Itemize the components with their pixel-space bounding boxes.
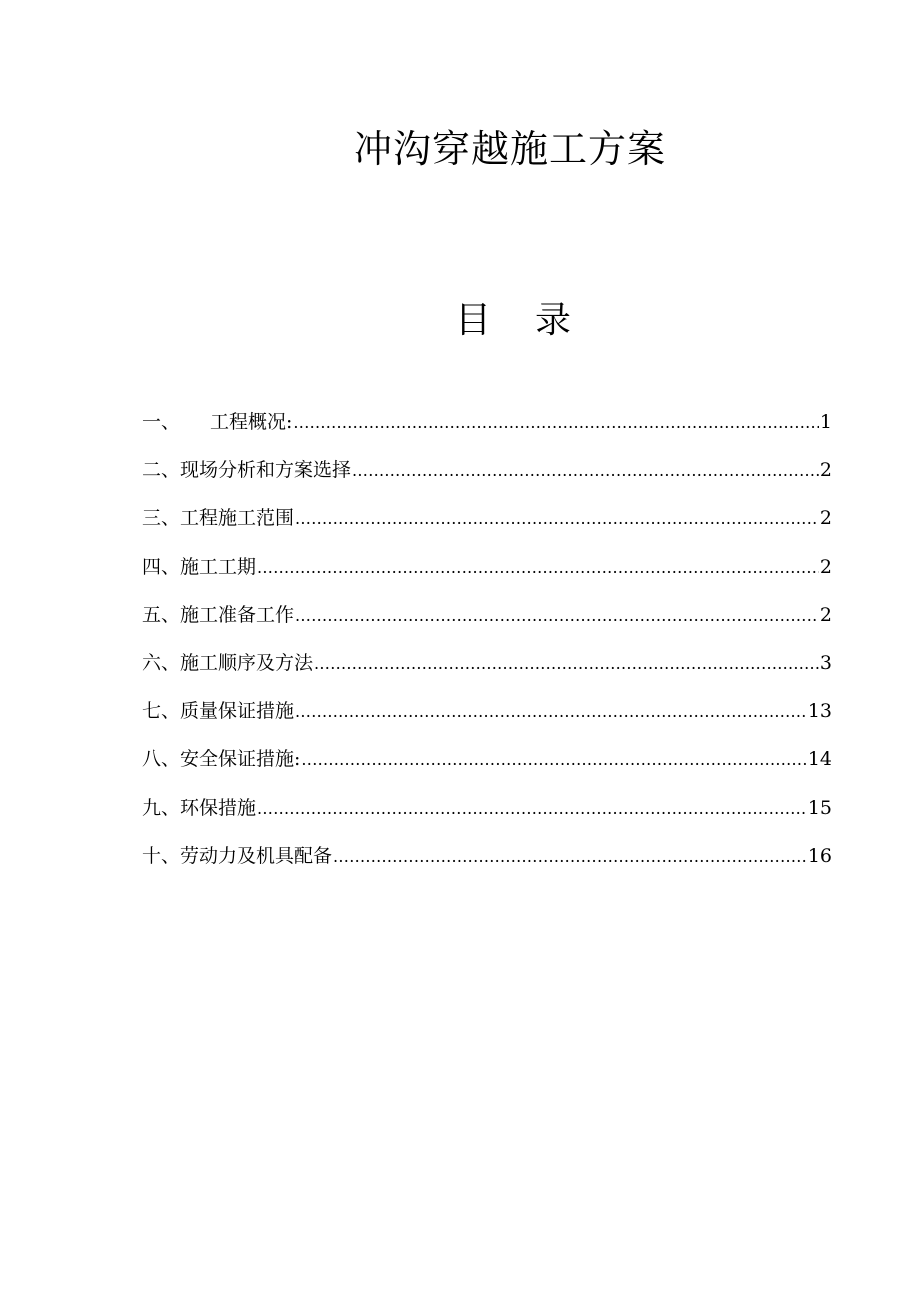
toc-entry-page: 16	[807, 844, 832, 867]
toc-entry-page: 3	[819, 651, 832, 674]
toc-entry-number: 五、	[142, 603, 181, 626]
toc-heading-right: 录	[535, 300, 572, 341]
toc-entry-number: 九、	[142, 796, 181, 819]
toc-entry-title: 安全保证措施:	[180, 748, 301, 771]
toc-entry-page: 2	[819, 507, 832, 530]
toc-heading-left: 目	[454, 300, 491, 341]
table-of-contents	[142, 408, 832, 890]
toc-entry-number: 二、	[142, 459, 181, 482]
toc-leader-dots	[301, 746, 806, 774]
toc-leader-dots	[295, 505, 819, 533]
toc-entry[interactable]	[142, 842, 832, 890]
toc-entry-number: 七、	[142, 700, 181, 723]
toc-entry[interactable]	[142, 553, 832, 601]
toc-leader-dots	[295, 698, 807, 726]
toc-entry[interactable]	[142, 745, 832, 793]
document-title: 冲沟穿越施工方案	[353, 127, 666, 171]
toc-leader-dots	[293, 409, 818, 437]
toc-heading	[0, 292, 920, 343]
toc-entry-page: 2	[819, 555, 832, 578]
toc-entry-number: 八、	[142, 748, 181, 771]
toc-entry[interactable]	[142, 601, 832, 649]
toc-entry-title: 质量保证措施	[180, 700, 295, 723]
toc-entry-title: 劳动力及机具配备	[180, 844, 333, 867]
toc-leader-dots	[295, 602, 819, 630]
toc-entry[interactable]	[142, 456, 832, 504]
toc-entry-number: 四、	[142, 555, 181, 578]
toc-entry-page: 1	[819, 411, 832, 433]
toc-entry[interactable]	[142, 697, 832, 745]
toc-entry-page: 2	[819, 603, 832, 626]
toc-entry-title: 现场分析和方案选择	[180, 459, 352, 482]
toc-entry[interactable]	[142, 794, 832, 842]
toc-entry-page: 15	[807, 796, 832, 819]
toc-entry-page: 13	[807, 700, 832, 723]
toc-entry-title: 施工准备工作	[180, 603, 295, 626]
toc-entry[interactable]	[142, 408, 832, 456]
toc-leader-dots	[333, 843, 807, 871]
toc-leader-dots	[257, 554, 819, 582]
toc-entry[interactable]	[142, 504, 832, 552]
toc-entry-page: 2	[819, 459, 832, 482]
toc-leader-dots	[314, 650, 819, 678]
toc-entry-title: 工程施工范围	[180, 507, 295, 530]
toc-entry-title: 施工顺序及方法	[180, 651, 314, 674]
toc-entry-title: 工程概况:	[210, 411, 293, 433]
toc-leader-dots	[257, 795, 807, 823]
toc-entry[interactable]	[142, 649, 832, 697]
toc-entry-number: 三、	[142, 507, 181, 530]
toc-entry-page: 14	[807, 748, 832, 771]
toc-entry-title: 施工工期	[180, 555, 257, 578]
toc-entry-number: 十、	[142, 844, 181, 867]
toc-entry-number: 六、	[142, 651, 181, 674]
toc-entry-title: 环保措施	[180, 796, 257, 819]
toc-leader-dots	[352, 457, 819, 485]
toc-entry-number: 一、	[142, 411, 181, 433]
